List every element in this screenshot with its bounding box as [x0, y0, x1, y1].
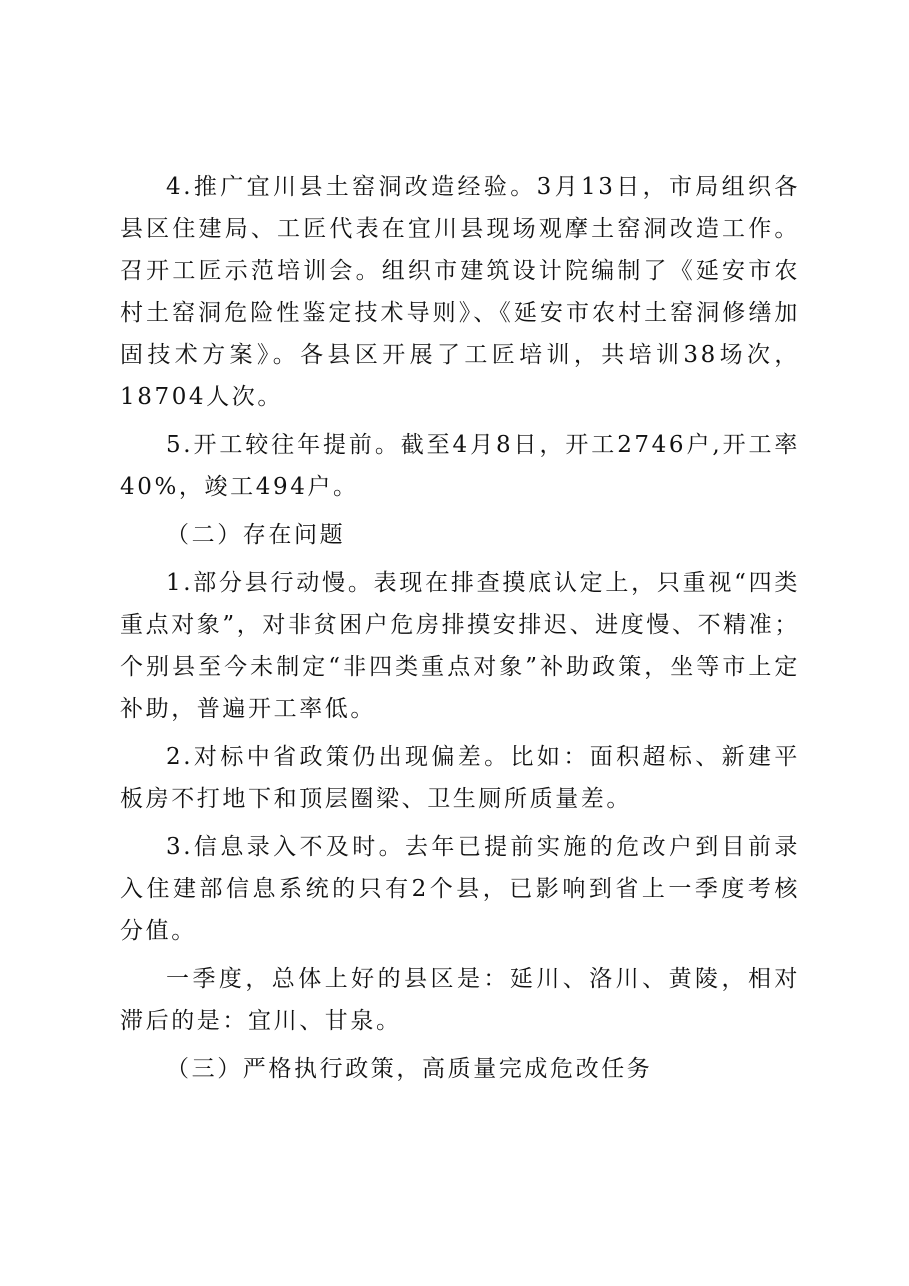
paragraph-item-5: 5.开工较往年提前。截至4月8日，开工2746户,开工率40%，竣工494户。	[120, 432, 800, 500]
section-heading-policy: （三）严格执行政策，高质量完成危改任务	[166, 1056, 653, 1082]
paragraph-problem-1: 1.部分县行动慢。表现在排查摸底认定上，只重视“四类重点对象”，对非贫困户危房排摸安排迟、进度慢、不精准；个别县至今未制定“非四类重点对象”补助政策，坐等市上定补助，普遍开工率低。	[120, 570, 800, 722]
paragraph-problem-2: 2.对标中省政策仍出现偏差。比如：面积超标、新建平板房不打地下和顶层圈梁、卫生厕所质量差。	[120, 744, 800, 812]
paragraph-item-4: 4.推广宜川县土窑洞改造经验。3月13日，市局组织各县区住建局、工匠代表在宜川县现场观摩土窑洞改造工作。召开工匠示范培训会。组织市建筑设计院编制了《延安市农村土窑洞危险性鉴定技术导则》、《延安市农村土窑洞修缮加固技术方案》。各县区开展了工匠培训，共培训38场次，18704人次。	[120, 174, 800, 410]
paragraph-quarter-summary: 一季度，总体上好的县区是：延川、洛川、黄陵，相对滞后的是：宜川、甘泉。	[120, 966, 800, 1034]
document-body	[120, 166, 800, 1096]
section-heading-problems: （二）存在问题	[166, 522, 346, 548]
paragraph-problem-3: 3.信息录入不及时。去年已提前实施的危改户到目前录入住建部信息系统的只有2个县，已影响到省上一季度考核分值。	[120, 834, 800, 944]
